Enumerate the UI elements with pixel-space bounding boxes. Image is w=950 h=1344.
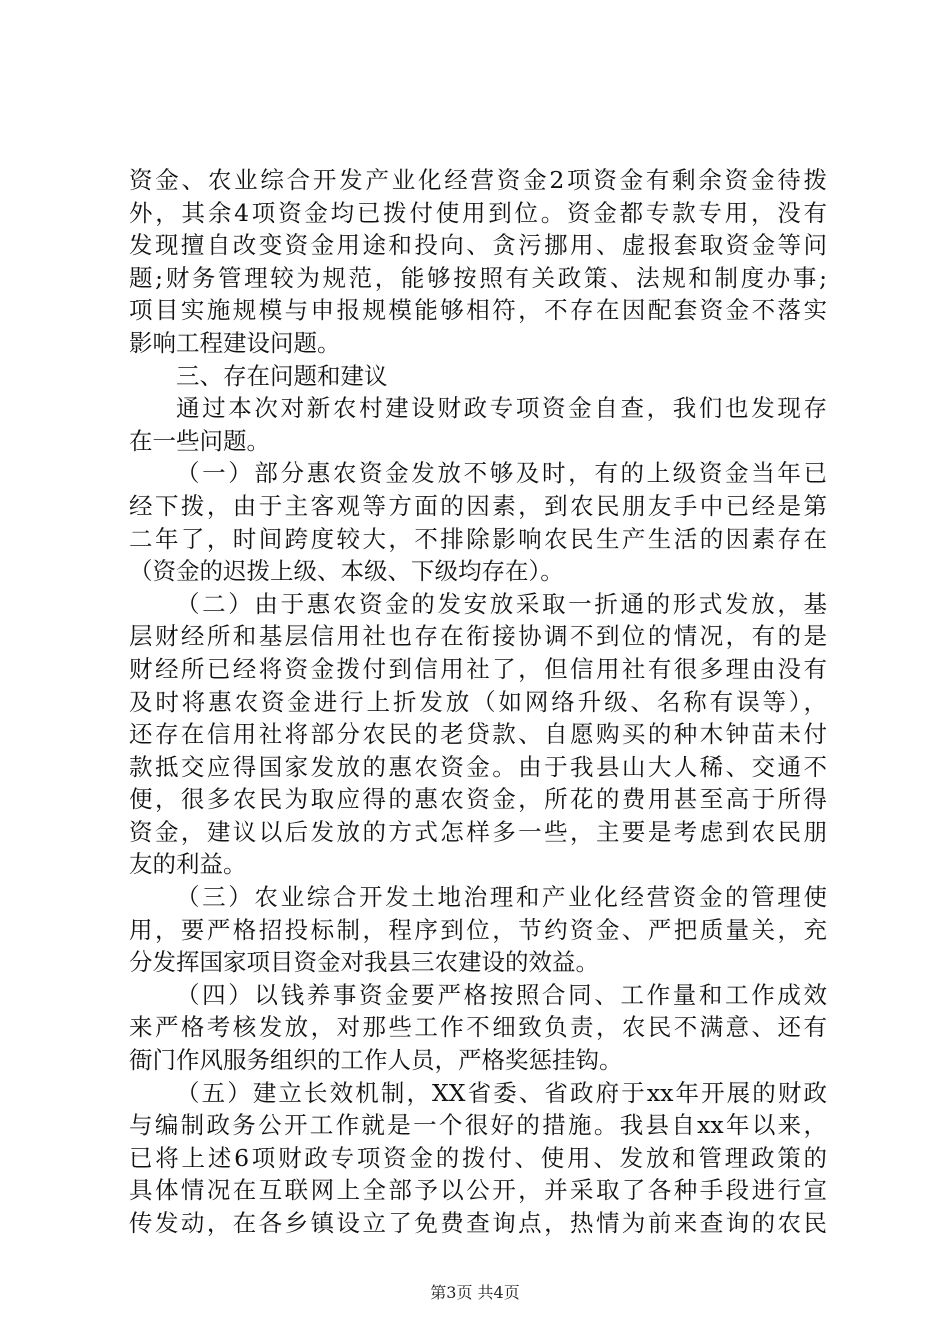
text-line: 具体情况在互联网上全部予以公开，并采取了各种手段进行宣 — [129, 1176, 827, 1205]
section-heading: 三、存在问题和建议 — [176, 361, 388, 390]
text-line: 已将上述6项财政专项资金的拨付、使用、发放和管理政策的 — [129, 1143, 827, 1172]
text-line: 还存在信用社将部分农民的老贷款、自愿购买的种木钟苗未付 — [129, 720, 827, 749]
text-line: 友的利益。 — [129, 850, 247, 879]
text-line: （一）部分惠农资金发放不够及时，有的上级资金当年已 — [176, 459, 827, 488]
text-line: 题;财务管理较为规范，能够按照有关政策、法规和制度办事; — [129, 263, 827, 292]
text-line: （四）以钱养事资金要严格按照合同、工作量和工作成效 — [176, 980, 827, 1009]
text-line: 经下拨，由于主客观等方面的因素，到农民朋友手中已经是第 — [129, 491, 827, 520]
page-number-footer: 第3页 共4页 — [430, 1283, 520, 1302]
text-line: 通过本次对新农村建设财政专项资金自查，我们也发现存 — [176, 394, 827, 423]
text-line: 便，很多农民为取应得的惠农资金，所花的费用甚至高于所得 — [129, 785, 827, 814]
text-line: 影响工程建设问题。 — [129, 328, 341, 357]
text-line: 发现擅自改变资金用途和投向、贪污挪用、虚报套取资金等问 — [129, 231, 827, 260]
text-line: 传发动，在各乡镇设立了免费查询点，热情为前来查询的农民 — [129, 1209, 827, 1237]
document-body — [129, 164, 827, 1240]
text-line: 款抵交应得国家发放的惠农资金。由于我县山大人稀、交通不 — [129, 752, 827, 781]
text-line: 与编制政务公开工作就是一个很好的措施。我县自xx年以来， — [129, 1111, 827, 1140]
text-line: 分发挥国家项目资金对我县三农建设的效益。 — [129, 948, 599, 977]
text-line: 在一些问题。 — [129, 426, 270, 455]
text-line: 项目实施规模与申报规模能够相符，不存在因配套资金不落实 — [129, 296, 827, 325]
text-line: 及时将惠农资金进行上折发放（如网络升级、名称有误等）， — [129, 687, 827, 716]
text-line: 二年了，时间跨度较大，不排除影响农民生产生活的因素存在 — [129, 524, 827, 553]
text-line: 资金、农业综合开发产业化经营资金2项资金有剩余资金待拨 — [129, 166, 827, 194]
text-line: 用，要严格招投标制，程序到位，节约资金、严把质量关，充 — [129, 915, 827, 944]
text-line: 财经所已经将资金拨付到信用社了，但信用社有很多理由没有 — [129, 654, 827, 683]
text-line: （三）农业综合开发土地治理和产业化经营资金的管理使 — [176, 883, 827, 912]
text-line: （资金的迟拨上级、本级、下级均存在）。 — [129, 557, 564, 586]
text-line: 来严格考核发放，对那些工作不细致负责，农民不满意、还有 — [129, 1013, 827, 1042]
text-line: 层财经所和基层信用社也存在衔接协调不到位的情况，有的是 — [129, 622, 827, 651]
text-line: 资金，建议以后发放的方式怎样多一些，主要是考虑到农民朋 — [129, 817, 827, 846]
text-line: （五）建立长效机制，XX省委、省政府于xx年开展的财政 — [176, 1078, 827, 1107]
text-line: 外，其余4项资金均已拨付使用到位。资金都专款专用，没有 — [129, 198, 827, 227]
text-line: （二）由于惠农资金的发安放采取一折通的形式发放，基 — [176, 589, 827, 618]
text-line: 衙门作风服务组织的工作人员，严格奖惩挂钩。 — [129, 1046, 623, 1075]
